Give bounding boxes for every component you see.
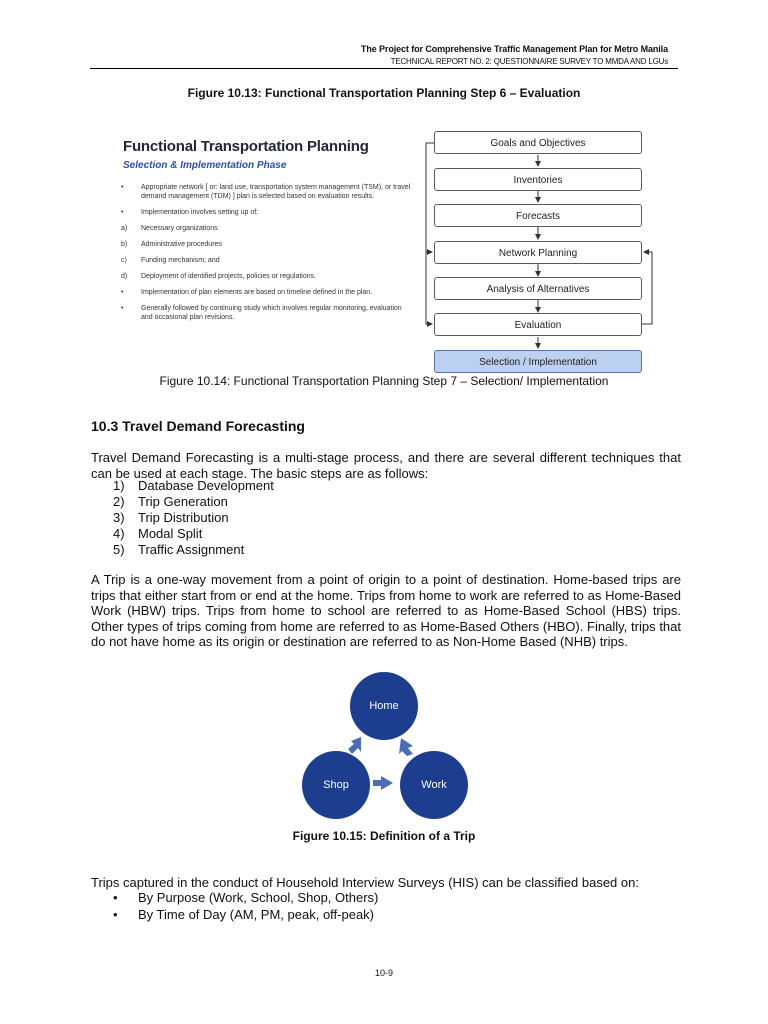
list-item-text: Modal Split	[138, 526, 203, 541]
slide-item-marker: c)	[121, 257, 127, 264]
list-item-number: 1)	[113, 478, 125, 493]
planning-slide	[117, 128, 417, 358]
slide-item-marker: •	[121, 184, 124, 191]
slide-item-text: Necessary organizations	[141, 225, 218, 232]
slide-item-marker: •	[121, 289, 124, 296]
slide-item-text: Implementation of plan elements are based on timeline defined in the plan.	[141, 289, 373, 296]
report-header-title: The Project for Comprehensive Traffic Management Plan for Metro Manila	[360, 44, 668, 54]
left-feedback-loop	[426, 143, 434, 324]
trip-definition-paragraph: A Trip is a one-way movement from a point of origin to a point of destination. Home-based trips are trips that either start from or end at the home. Trips from home to work are referred to as Home-Based Work (HBW) trips. Trips from home to school are referred to as Home-Based School (HBS) trips. Other types of trips coming from home are referred to as Home-Based Others (HBO). Finally, trips that do not have home as its origin or destination are referred to as Non-Home Based (NHB) trips.	[91, 572, 681, 649]
bullet-marker: •	[113, 907, 118, 922]
his-paragraph: Trips captured in the conduct of Household Interview Surveys (HIS) can be classified based on:	[91, 875, 639, 890]
slide-list-item	[121, 240, 413, 249]
slide-list	[121, 183, 413, 329]
arrow-home-to-work-icon	[399, 738, 413, 756]
flow-step-evaluation: Evaluation	[434, 313, 642, 336]
list-item	[113, 542, 274, 558]
node-shop: Shop	[302, 751, 370, 819]
trip-cycle-arrows	[295, 670, 475, 825]
figure-10-13-caption: Figure 10.13: Functional Transportation Planning Step 6 – Evaluation	[187, 86, 581, 100]
slide-title: Functional Transportation Planning	[123, 138, 369, 155]
node-home: Home	[350, 672, 418, 740]
list-item	[113, 889, 378, 906]
list-item-text: Database Development	[138, 478, 274, 493]
list-item-text: By Time of Day (AM, PM, peak, off-peak)	[138, 907, 375, 922]
right-feedback-loop	[642, 252, 652, 324]
list-item-number: 2)	[113, 494, 125, 509]
intro-paragraph: Travel Demand Forecasting is a multi-stage process, and there are several different techniques that can be used at each stage. The basic steps are as follows:	[91, 450, 681, 481]
header-divider	[90, 68, 678, 69]
steps-list	[113, 478, 274, 558]
trip-cycle-diagram	[295, 670, 475, 825]
list-item-text: Trip Generation	[138, 494, 228, 509]
arrow-shop-to-home-icon	[348, 737, 361, 754]
flow-step-forecasts: Forecasts	[434, 204, 642, 227]
list-item-number: 5)	[113, 542, 125, 557]
list-item-text: Traffic Assignment	[138, 542, 245, 557]
slide-item-marker: d)	[121, 273, 128, 280]
slide-item-text: Deployment of identified projects, policies or regulations.	[141, 273, 317, 280]
report-header-subtitle: TECHNICAL REPORT NO. 2: QUESTIONNAIRE SURVEY TO MMDA AND LGUs	[390, 57, 668, 66]
slide-item-text: Appropriate network [ or: land use, transportation system management (TSM), or travel demand management (TDM) ] plan is selected based on evaluation results.	[141, 184, 411, 200]
slide-item-text: Administrative procedures	[141, 241, 222, 248]
flow-step-goals: Goals and Objectives	[434, 131, 642, 154]
arrow-work-to-shop-icon	[373, 776, 393, 790]
slide-list-item	[121, 183, 413, 201]
list-item	[113, 494, 274, 510]
slide-item-marker: b)	[121, 241, 128, 248]
slide-list-item	[121, 304, 413, 322]
slide-item-marker: •	[121, 305, 124, 312]
slide-item-text: Implementation involves setting up of:	[141, 209, 259, 216]
figure-10-14-caption: Figure 10.14: Functional Transportation Planning Step 7 – Selection/ Implementation	[159, 374, 609, 388]
list-item-text: Trip Distribution	[138, 510, 229, 525]
list-item	[113, 906, 378, 923]
flow-step-selection-implementation: Selection / Implementation	[434, 350, 642, 373]
list-item-text: By Purpose (Work, School, Shop, Others)	[138, 890, 379, 905]
flow-step-analysis: Analysis of Alternatives	[434, 277, 642, 300]
node-work: Work	[400, 751, 468, 819]
slide-item-marker: a)	[121, 225, 128, 232]
bullet-marker: •	[113, 890, 118, 905]
slide-list-item	[121, 208, 413, 217]
flow-step-inventories: Inventories	[434, 168, 642, 191]
list-item-number: 3)	[113, 510, 125, 525]
list-item	[113, 526, 274, 542]
slide-item-text: Generally followed by continuing study which involves regular monitoring, evaluation and occasional plan revisions.	[141, 305, 402, 321]
list-item	[113, 510, 274, 526]
section-heading: 10.3 Travel Demand Forecasting	[91, 418, 305, 434]
figure-10-15-caption: Figure 10.15: Definition of a Trip	[292, 829, 476, 843]
slide-list-item	[121, 288, 413, 297]
his-bullet-list	[113, 889, 378, 923]
page-number: 10-9	[374, 968, 393, 978]
slide-list-item	[121, 224, 413, 233]
slide-list-item	[121, 272, 413, 281]
list-item	[113, 478, 274, 494]
slide-list-item	[121, 256, 413, 265]
planning-flowchart	[422, 128, 662, 376]
flow-step-network-planning: Network Planning	[434, 241, 642, 264]
slide-item-text: Funding mechanism; and	[141, 257, 220, 264]
list-item-number: 4)	[113, 526, 125, 541]
slide-subtitle: Selection & Implementation Phase	[123, 160, 287, 171]
slide-item-marker: •	[121, 209, 124, 216]
